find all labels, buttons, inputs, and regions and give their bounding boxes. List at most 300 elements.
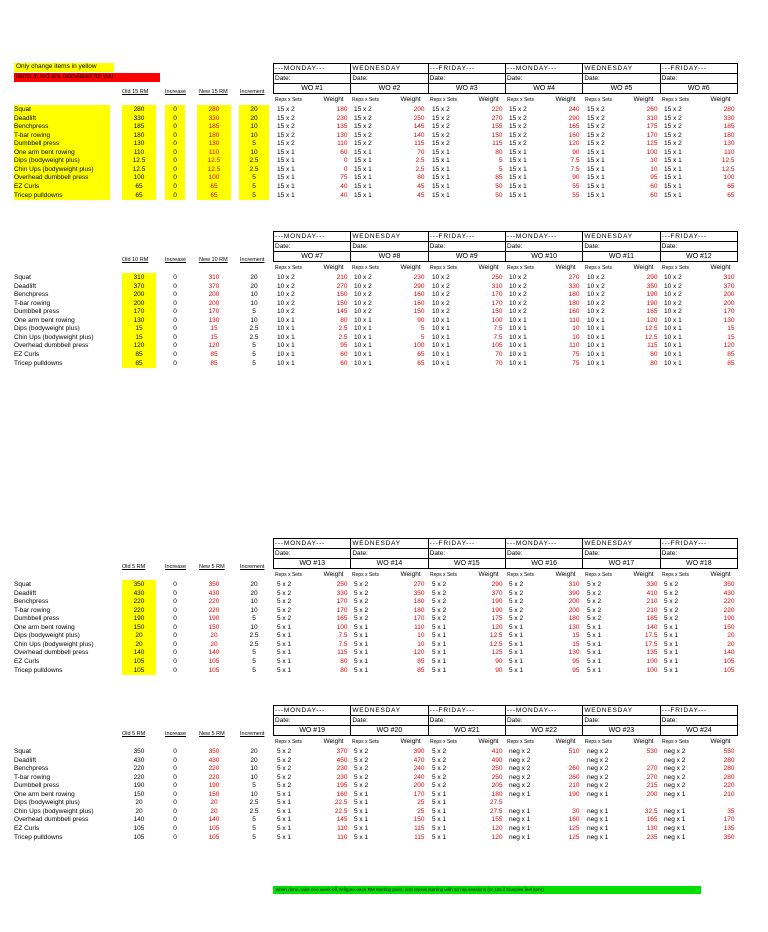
weight-cell: 7.5 — [338, 640, 348, 648]
reps-sets-cell: 5 x 1 — [277, 799, 292, 807]
increment-cell[interactable]: 10 — [250, 790, 258, 798]
old-rm-cell[interactable]: 310 — [122, 273, 156, 282]
weight-cell: 120 — [723, 342, 735, 350]
increase-cell[interactable]: 0 — [173, 756, 177, 764]
weight-cell: 310 — [568, 581, 580, 588]
weight-cell: 70 — [495, 350, 503, 358]
increment-cell[interactable]: 5 — [252, 816, 256, 824]
weight-cell: 210 — [646, 598, 658, 606]
date-field[interactable]: Date: — [428, 242, 505, 252]
increase-cell[interactable]: 0 — [173, 657, 177, 665]
reps-sets-cell: 5 x 1 — [354, 799, 369, 807]
date-field[interactable]: Date: — [583, 74, 660, 84]
date-field[interactable]: Date: — [428, 716, 505, 726]
exercise-name: Dips (bodyweight plus) — [14, 799, 80, 807]
weight-cell: 280 — [723, 106, 735, 113]
date-field[interactable]: Date: — [428, 549, 505, 559]
date-field[interactable]: Date: — [583, 716, 660, 726]
reps-sets-cell: neg x 1 — [587, 833, 609, 841]
increment-cell[interactable]: 20 — [250, 589, 258, 597]
old-rm-cell[interactable]: 105 — [133, 824, 145, 832]
date-field[interactable]: Date: — [274, 716, 351, 726]
workout-number: WO #4 — [505, 84, 582, 94]
increase-cell[interactable]: 0 — [173, 581, 177, 588]
reps-sets-cell: 5 x 2 — [354, 756, 369, 764]
exercise-name: Chin Ups (bodyweight plus) — [14, 807, 94, 815]
weight-header: Weight — [400, 571, 421, 578]
increment-cell[interactable]: 2.5 — [249, 632, 259, 640]
old-rm-cell[interactable]: 100 — [122, 173, 156, 182]
date-field[interactable]: Date: — [505, 716, 582, 726]
increase-header: Increase — [165, 257, 187, 263]
old-rm-cell[interactable]: 430 — [133, 756, 145, 764]
reps-sets-cell: neg x 1 — [664, 816, 686, 824]
old-rm-cell[interactable]: 140 — [122, 648, 156, 657]
reps-sets-cell: 10 x 1 — [354, 342, 372, 350]
old-rm-cell[interactable]: 65 — [122, 182, 156, 191]
reps-sets-cell: 5 x 2 — [277, 589, 292, 597]
increment-cell[interactable]: 5 — [252, 657, 256, 665]
old-rm-cell[interactable]: 185 — [122, 122, 156, 131]
increment-cell[interactable]: 10 — [239, 131, 269, 140]
old-rm-cell[interactable]: 190 — [133, 782, 145, 790]
reps-sets-cell: neg x 1 — [509, 824, 531, 832]
new-rm-cell: 430 — [208, 756, 220, 764]
weight-cell: 50 — [495, 191, 503, 199]
reps-sets-cell: 15 x 2 — [432, 123, 450, 131]
workout-number: WO #24 — [660, 726, 737, 736]
old-rm-cell[interactable]: 65 — [122, 191, 156, 200]
old-rm-cell[interactable]: 85 — [122, 350, 156, 359]
reps-sets-cell: 15 x 2 — [587, 131, 605, 139]
increase-cell[interactable]: 0 — [173, 640, 177, 648]
increment-cell[interactable]: 2.5 — [249, 807, 259, 815]
day-label: ---FRIDAY--- — [428, 232, 505, 242]
increase-cell[interactable]: 0 — [173, 773, 177, 781]
increase-cell[interactable]: 0 — [165, 105, 185, 114]
increase-cell[interactable]: 0 — [165, 191, 185, 200]
exercise-name: Dips (bodyweight plus) — [14, 325, 80, 333]
weight-cell: 115 — [647, 342, 658, 350]
increment-cell[interactable]: 5 — [239, 191, 269, 200]
weight-cell: 210 — [646, 606, 658, 614]
increment-cell[interactable]: 5 — [252, 308, 256, 316]
weight-cell: 185 — [723, 123, 735, 131]
weight-cell: 10 — [417, 632, 425, 640]
old-rm-cell[interactable]: 180 — [122, 131, 156, 140]
reps-sets-cell: 10 x 2 — [587, 291, 605, 299]
increase-cell[interactable]: 0 — [173, 282, 177, 290]
increase-cell[interactable]: 0 — [173, 748, 177, 755]
reps-sets-cell: 10 x 1 — [354, 316, 372, 324]
date-field[interactable]: Date: — [351, 716, 428, 726]
increment-cell[interactable]: 2.5 — [249, 333, 259, 341]
weight-cell: 125 — [491, 649, 503, 657]
increment-cell[interactable]: 10 — [250, 598, 258, 606]
weight-cell: 170 — [723, 816, 735, 824]
date-field[interactable]: Date: — [583, 549, 660, 559]
increase-cell[interactable]: 0 — [165, 122, 185, 131]
old-rm-cell[interactable]: 105 — [122, 657, 156, 666]
reps-sets-cell: 5 x 1 — [354, 640, 369, 648]
old-rm-cell[interactable]: 20 — [135, 807, 143, 815]
increment-cell[interactable]: 5 — [252, 649, 256, 657]
increase-cell[interactable]: 0 — [165, 182, 185, 191]
reps-sets-cell: neg x 1 — [664, 833, 686, 841]
increment-cell[interactable]: 10 — [250, 316, 258, 324]
reps-sets-cell: 10 x 1 — [664, 325, 682, 333]
weight-cell: 110 — [414, 623, 425, 631]
date-field[interactable]: Date: — [660, 74, 737, 84]
old-rm-cell[interactable]: 15 — [122, 333, 156, 342]
weight-cell: 270 — [491, 114, 503, 122]
old-rm-cell[interactable]: 200 — [122, 290, 156, 299]
increase-cell[interactable]: 0 — [173, 799, 177, 807]
old-rm-cell[interactable]: 220 — [122, 606, 156, 615]
reps-sets-cell: 15 x 1 — [664, 148, 682, 156]
new-rm-cell: 15 — [210, 325, 218, 333]
old-rm-cell[interactable]: 220 — [133, 773, 145, 781]
reps-sets-cell: 5 x 2 — [354, 581, 369, 588]
date-field[interactable]: Date: — [274, 74, 351, 84]
old-rm-cell[interactable]: 150 — [133, 790, 145, 798]
weight-cell: 85 — [727, 350, 735, 358]
old-rm-cell[interactable]: 370 — [122, 282, 156, 291]
exercise-name: Overhead dumbbell press — [14, 342, 89, 350]
old-rm-cell[interactable]: 350 — [133, 748, 145, 755]
increase-cell[interactable]: 0 — [173, 333, 177, 341]
reps-sets-cell: 5 x 2 — [354, 589, 369, 597]
date-field[interactable]: Date: — [505, 74, 582, 84]
increase-cell[interactable]: 0 — [173, 649, 177, 657]
weight-cell: 90 — [495, 657, 503, 665]
increment-cell[interactable]: 20 — [250, 274, 258, 281]
day-label: WEDNESDAY — [351, 64, 428, 74]
weight-cell: 115 — [414, 824, 425, 832]
date-field[interactable]: Date: — [505, 242, 582, 252]
increment-cell[interactable]: 2.5 — [249, 640, 259, 648]
weight-cell: 170 — [413, 790, 425, 798]
reps-sets-cell: 10 x 2 — [277, 308, 295, 316]
increment-cell[interactable]: 10 — [239, 122, 269, 131]
reps-sets-cell: 15 x 2 — [432, 131, 450, 139]
increment-cell[interactable]: 20 — [250, 581, 258, 588]
increment-cell[interactable]: 5 — [252, 615, 256, 623]
old-rm-cell[interactable]: 120 — [122, 341, 156, 350]
increment-cell[interactable]: 5 — [239, 173, 269, 182]
weight-cell: 165 — [568, 123, 580, 131]
old-rm-cell[interactable]: 200 — [122, 299, 156, 308]
old-rm-cell[interactable]: 220 — [133, 765, 145, 773]
increment-cell[interactable]: 5 — [239, 182, 269, 191]
weight-header: Weight — [400, 96, 421, 103]
increase-cell[interactable]: 0 — [173, 308, 177, 316]
date-field[interactable]: Date: — [274, 242, 351, 252]
increase-cell[interactable]: 0 — [173, 342, 177, 350]
date-field[interactable]: Date: — [583, 242, 660, 252]
reps-sets-cell: 15 x 2 — [354, 114, 372, 122]
weight-cell: 350 — [723, 581, 735, 588]
increment-cell[interactable]: 5 — [252, 833, 256, 841]
old-rm-header: Old 5 RM — [122, 731, 146, 737]
reps-sets-cell: neg x 1 — [509, 816, 531, 824]
reps-sets-cell: 5 x 1 — [509, 623, 524, 631]
new-rm-cell: 220 — [208, 598, 220, 606]
exercise-row — [0, 833, 768, 842]
increase-cell[interactable]: 0 — [165, 139, 185, 148]
increase-cell[interactable]: 0 — [173, 350, 177, 358]
weight-cell: 195 — [336, 782, 348, 790]
exercise-name: One arm bent rowing — [14, 316, 75, 324]
increment-cell[interactable]: 10 — [250, 773, 258, 781]
reps-sets-cell: neg x 2 — [509, 765, 531, 773]
old-rm-cell[interactable]: 85 — [122, 359, 156, 368]
new-rm-cell: 170 — [208, 308, 220, 316]
old-rm-cell[interactable]: 12.5 — [122, 165, 156, 174]
old-rm-cell[interactable]: 140 — [133, 816, 145, 824]
increase-cell[interactable]: 0 — [173, 666, 177, 674]
increase-cell[interactable]: 0 — [173, 589, 177, 597]
increment-cell[interactable]: 10 — [250, 606, 258, 614]
increment-cell[interactable]: 2.5 — [239, 156, 269, 165]
increment-cell[interactable]: 2.5 — [249, 799, 259, 807]
old-rm-cell[interactable]: 220 — [122, 597, 156, 606]
increase-cell[interactable]: 0 — [173, 833, 177, 841]
reps-sets-cell: 10 x 2 — [509, 274, 527, 281]
date-field[interactable]: Date: — [505, 549, 582, 559]
increment-cell[interactable]: 20 — [250, 756, 258, 764]
reps-sets-cell: 10 x 1 — [664, 316, 682, 324]
weight-cell: 125 — [568, 833, 580, 841]
weight-cell: 115 — [492, 140, 503, 148]
increment-cell[interactable]: 5 — [252, 824, 256, 832]
reps-sets-cell: 5 x 1 — [664, 649, 679, 657]
increase-cell[interactable]: 0 — [165, 148, 185, 157]
reps-sets-cell: neg x 1 — [509, 807, 531, 815]
increase-cell[interactable]: 0 — [165, 114, 185, 123]
increment-cell[interactable]: 5 — [252, 666, 256, 674]
reps-sets-cell: 5 x 1 — [432, 640, 447, 648]
increase-cell[interactable]: 0 — [165, 165, 185, 174]
reps-sets-cell: neg x 2 — [509, 773, 531, 781]
weight-cell: 5 — [420, 325, 425, 333]
reps-sets-cell: 5 x 1 — [587, 623, 602, 631]
increment-cell[interactable]: 5 — [252, 782, 256, 790]
reps-sets-cell: neg x 1 — [664, 807, 686, 815]
increment-cell[interactable]: 20 — [239, 105, 269, 114]
increment-cell[interactable]: 2.5 — [239, 165, 269, 174]
weight-cell: 7.5 — [570, 157, 580, 165]
weight-cell: 60 — [340, 359, 348, 367]
increment-cell[interactable]: 5 — [252, 350, 256, 358]
reps-sets-cell: 10 x 2 — [587, 308, 605, 316]
weight-cell: 170 — [336, 606, 348, 614]
increase-cell[interactable]: 0 — [173, 291, 177, 299]
date-field[interactable]: Date: — [351, 549, 428, 559]
weight-cell: 200 — [413, 106, 425, 113]
weight-cell: 310 — [723, 274, 735, 281]
reps-sets-cell: neg x 2 — [587, 765, 609, 773]
reps-sets-cell: neg x 2 — [587, 782, 609, 790]
weight-header: Weight — [323, 96, 344, 103]
weight-header: Weight — [633, 738, 654, 745]
increase-cell[interactable]: 0 — [173, 325, 177, 333]
old-rm-cell[interactable]: 130 — [122, 139, 156, 148]
weight-header: Weight — [400, 264, 421, 271]
increment-cell[interactable]: 20 — [250, 748, 258, 755]
day-label: ---MONDAY--- — [505, 706, 582, 716]
increment-cell[interactable]: 10 — [250, 299, 258, 307]
weight-cell: 32.5 — [644, 807, 658, 815]
reps-sets-cell: 15 x 2 — [509, 123, 527, 131]
reps-sets-cell: 15 x 1 — [432, 157, 450, 165]
increase-header: Increase — [165, 564, 187, 570]
reps-sets-cell: 5 x 2 — [354, 615, 369, 623]
increase-cell[interactable]: 0 — [173, 632, 177, 640]
weight-cell: 390 — [413, 748, 425, 755]
old-rm-cell[interactable]: 105 — [122, 666, 156, 675]
old-rm-cell[interactable]: 350 — [122, 580, 156, 589]
weight-cell: 120 — [646, 316, 658, 324]
weight-cell: 230 — [413, 274, 425, 281]
increment-cell[interactable]: 10 — [239, 148, 269, 157]
reps-sets-cell: 15 x 2 — [587, 123, 605, 131]
reps-sets-cell: 15 x 1 — [587, 191, 605, 199]
old-rm-cell[interactable]: 110 — [122, 148, 156, 157]
increase-cell[interactable]: 0 — [173, 816, 177, 824]
increase-cell[interactable]: 0 — [173, 316, 177, 324]
weight-cell: 150 — [413, 816, 425, 824]
exercise-name: Overhead dumbbell press — [14, 649, 89, 657]
increment-cell[interactable]: 5 — [252, 359, 256, 367]
increase-cell[interactable]: 0 — [173, 807, 177, 815]
old-rm-cell[interactable]: 170 — [122, 307, 156, 316]
increase-cell[interactable]: 0 — [173, 790, 177, 798]
weight-cell: 40 — [340, 182, 348, 190]
weight-header: Weight — [633, 96, 654, 103]
weight-cell: 150 — [413, 308, 425, 316]
increase-cell[interactable]: 0 — [165, 156, 185, 165]
old-rm-cell[interactable]: 150 — [122, 623, 156, 632]
increase-cell[interactable]: 0 — [173, 782, 177, 790]
increase-cell[interactable]: 0 — [173, 765, 177, 773]
increment-cell[interactable]: 2.5 — [249, 325, 259, 333]
weight-cell: 190 — [646, 291, 658, 299]
increase-cell[interactable]: 0 — [165, 173, 185, 182]
increase-cell[interactable]: 0 — [173, 824, 177, 832]
date-field[interactable]: Date: — [660, 716, 737, 726]
increase-cell[interactable]: 0 — [173, 623, 177, 631]
increase-cell[interactable]: 0 — [173, 615, 177, 623]
new-rm-cell: 140 — [208, 816, 220, 824]
old-rm-cell[interactable]: 15 — [122, 324, 156, 333]
increase-cell[interactable]: 0 — [173, 299, 177, 307]
date-field[interactable]: Date: — [351, 242, 428, 252]
date-field[interactable]: Date: — [351, 74, 428, 84]
reps-sets-cell: 10 x 2 — [354, 308, 372, 316]
reps-sets-cell: 15 x 2 — [509, 106, 527, 113]
reps-sets-header: Reps x Sets — [352, 97, 379, 103]
increase-cell[interactable]: 0 — [173, 606, 177, 614]
weight-cell: 150 — [491, 308, 503, 316]
increment-cell[interactable]: 20 — [250, 282, 258, 290]
workout-number: WO #19 — [274, 726, 351, 736]
weight-cell: 10 — [650, 157, 658, 165]
increment-cell[interactable]: 5 — [239, 139, 269, 148]
reps-sets-cell: 10 x 2 — [354, 282, 372, 290]
weight-cell: 165 — [646, 308, 658, 316]
old-rm-cell[interactable]: 105 — [133, 833, 145, 841]
old-rm-cell[interactable]: 280 — [122, 105, 156, 114]
date-field[interactable]: Date: — [428, 74, 505, 84]
new-rm-cell: 190 — [208, 782, 220, 790]
increment-cell[interactable]: 10 — [250, 765, 258, 773]
reps-sets-cell: neg x 2 — [509, 756, 531, 764]
weight-cell: 80 — [650, 359, 658, 367]
weight-cell: 95 — [572, 657, 580, 665]
weight-cell: 290 — [568, 114, 580, 122]
new-rm-header: New 10 RM — [199, 257, 228, 263]
old-rm-cell[interactable]: 430 — [122, 589, 156, 598]
increase-cell[interactable]: 0 — [173, 274, 177, 281]
weight-cell: 330 — [723, 114, 735, 122]
exercise-name: Squat — [14, 105, 110, 114]
weight-cell: 390 — [568, 589, 580, 597]
old-rm-cell[interactable]: 130 — [122, 316, 156, 325]
weight-header: Weight — [555, 571, 576, 578]
new-rm-cell: 220 — [208, 606, 220, 614]
increase-cell[interactable]: 0 — [165, 131, 185, 140]
old-rm-cell[interactable]: 20 — [122, 631, 156, 640]
increment-cell[interactable]: 10 — [250, 623, 258, 631]
date-field[interactable]: Date: — [274, 549, 351, 559]
reps-sets-cell: 10 x 2 — [509, 308, 527, 316]
day-label: ---FRIDAY--- — [660, 539, 737, 549]
weight-cell: 80 — [495, 148, 503, 156]
weight-cell: 165 — [336, 615, 348, 623]
old-rm-cell[interactable]: 190 — [122, 614, 156, 623]
date-field[interactable]: Date: — [660, 549, 737, 559]
day-label: WEDNESDAY — [583, 539, 660, 549]
weight-cell: 215 — [646, 782, 658, 790]
new-rm-cell: 20 — [210, 632, 218, 640]
exercise-name: Deadlift — [14, 589, 37, 597]
reps-sets-cell: 10 x 2 — [432, 274, 450, 281]
increment-cell[interactable]: 5 — [252, 342, 256, 350]
weight-cell: 100 — [646, 666, 658, 674]
increment-cell[interactable]: 20 — [239, 114, 269, 123]
weight-cell: 220 — [723, 598, 735, 606]
reps-sets-cell: 10 x 2 — [509, 291, 527, 299]
increase-header: Increase — [165, 731, 187, 737]
increment-cell[interactable]: 10 — [250, 291, 258, 299]
reps-sets-cell: 10 x 1 — [432, 325, 450, 333]
weight-cell: 130 — [336, 131, 348, 139]
weight-cell: 110 — [337, 833, 348, 841]
old-rm-cell[interactable]: 20 — [135, 799, 143, 807]
reps-sets-cell: 5 x 2 — [277, 765, 292, 773]
old-rm-cell[interactable]: 12.5 — [122, 156, 156, 165]
reps-sets-cell: 5 x 1 — [587, 632, 602, 640]
increase-cell[interactable]: 0 — [173, 598, 177, 606]
increase-cell[interactable]: 0 — [173, 359, 177, 367]
old-rm-cell[interactable]: 20 — [122, 640, 156, 649]
new-rm-cell: 280 — [197, 105, 231, 114]
date-field[interactable]: Date: — [660, 242, 737, 252]
old-rm-cell[interactable]: 330 — [122, 114, 156, 123]
workout-number: WO #22 — [505, 726, 582, 736]
reps-sets-cell: 5 x 2 — [587, 598, 602, 606]
